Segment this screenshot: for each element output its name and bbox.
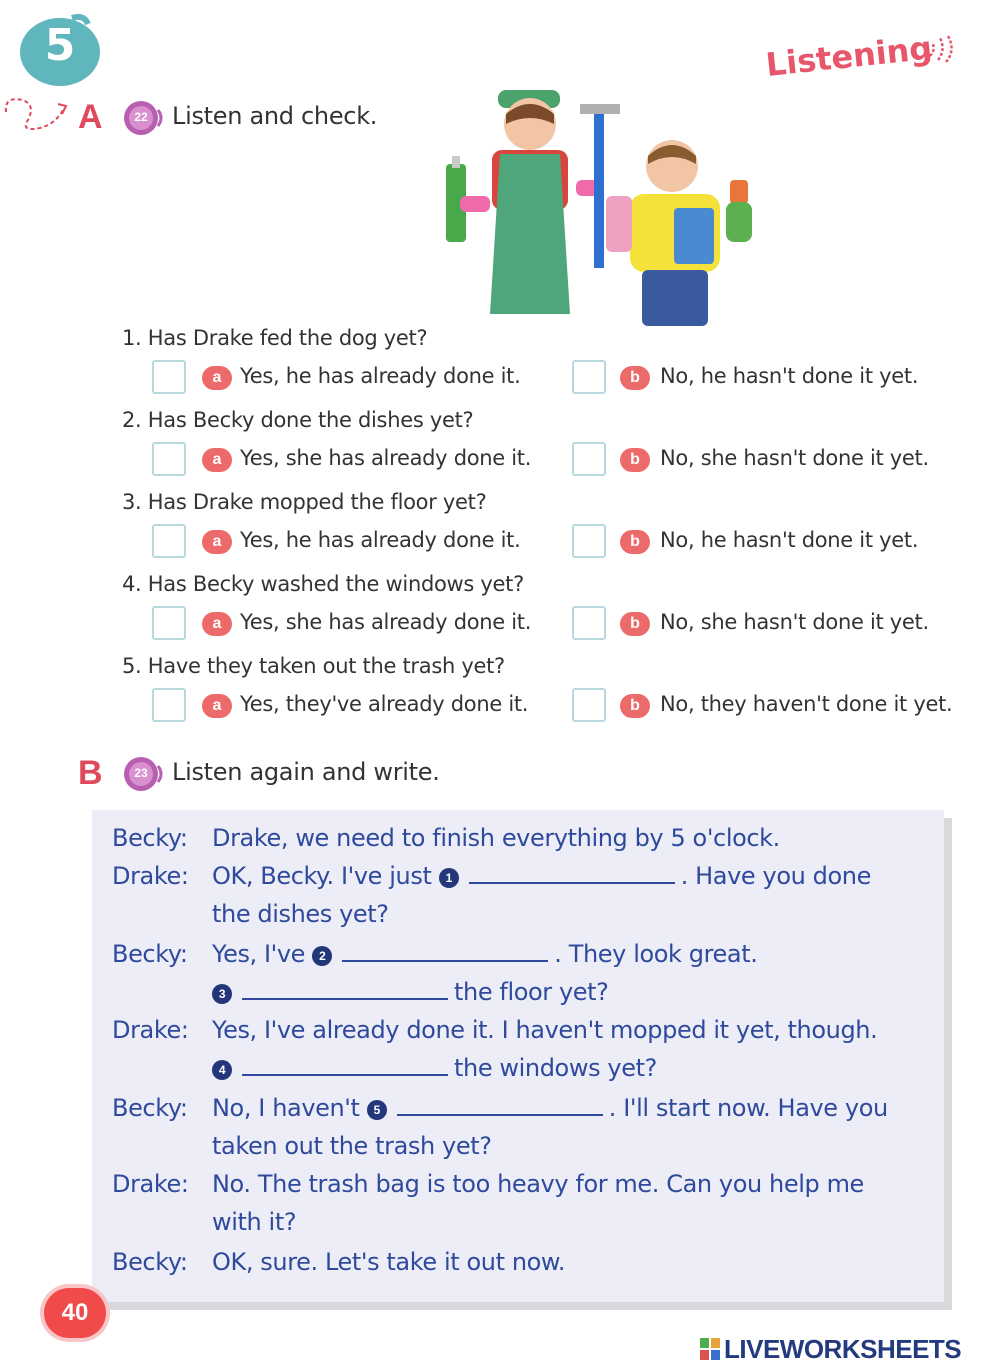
checkbox-q2-a[interactable]	[152, 442, 186, 476]
answer-q1-a: Yes, he has already done it.	[240, 364, 521, 388]
answer-q5-a: Yes, they've already done it.	[240, 692, 529, 716]
dialogue-text: the floor yet?	[454, 978, 609, 1006]
liveworksheets-icon	[700, 1338, 720, 1360]
checkbox-q4-a[interactable]	[152, 606, 186, 640]
blank-4[interactable]	[242, 1054, 448, 1076]
dialogue-text: No, I haven't	[212, 1094, 360, 1122]
dialogue-text: . They look great.	[554, 940, 758, 968]
answer-q2-b: No, she hasn't done it yet.	[660, 446, 929, 470]
section-b-letter: B	[78, 754, 103, 792]
section-a-instruction: Listen and check.	[172, 102, 378, 130]
dialogue-text: . Have you done	[680, 862, 871, 890]
dialogue-text: . I'll start now. Have you	[608, 1094, 888, 1122]
dashed-arrow-icon	[2, 92, 72, 136]
audio-track-icon[interactable]	[122, 754, 166, 794]
dialogue-line-6: Yes, I've already done it. I haven't mopped it yet, though.	[212, 1016, 878, 1044]
checkbox-q3-a[interactable]	[152, 524, 186, 558]
audio-track-icon[interactable]	[122, 98, 166, 138]
question-3: 3. Has Drake mopped the floor yet?	[122, 490, 487, 514]
dialogue-line-10: No. The trash bag is too heavy for me. Can you help me	[212, 1170, 864, 1198]
dialogue-line-8	[212, 1094, 888, 1122]
option-b-badge: b	[620, 612, 650, 636]
option-a-badge: a	[202, 694, 232, 718]
dialogue-text: OK, Becky. I've just	[212, 862, 432, 890]
dialogue-text: Yes, I've	[212, 940, 306, 968]
sound-waves-icon	[926, 34, 956, 66]
answer-q3-b: No, he hasn't done it yet.	[660, 528, 919, 552]
skill-label: Listening	[764, 28, 934, 84]
checkbox-q3-b[interactable]	[572, 524, 606, 558]
blank-number-4: 4	[212, 1060, 232, 1080]
option-b-badge: b	[620, 694, 650, 718]
section-a-letter: A	[78, 98, 103, 136]
unit-number: 5	[44, 20, 76, 71]
checkbox-q1-a[interactable]	[152, 360, 186, 394]
blank-5[interactable]	[397, 1094, 603, 1116]
dialogue-line-9: taken out the trash yet?	[212, 1132, 492, 1160]
answer-q4-a: Yes, she has already done it.	[240, 610, 532, 634]
kids-cleaning-photo	[430, 84, 760, 332]
option-b-badge: b	[620, 448, 650, 472]
answer-q1-b: No, he hasn't done it yet.	[660, 364, 919, 388]
checkbox-q1-b[interactable]	[572, 360, 606, 394]
section-b-instruction: Listen again and write.	[172, 758, 440, 786]
dialogue-speaker: Becky:	[112, 940, 188, 968]
blank-3[interactable]	[242, 978, 448, 1000]
blank-number-1: 1	[439, 868, 459, 888]
blank-2[interactable]	[342, 940, 548, 962]
dialogue-line-2	[212, 862, 871, 890]
option-a-badge: a	[202, 448, 232, 472]
blank-number-3: 3	[212, 984, 232, 1004]
dialogue-speaker: Becky:	[112, 1248, 188, 1276]
dialogue-speaker: Becky:	[112, 824, 188, 852]
blank-number-5: 5	[367, 1100, 387, 1120]
answer-q5-b: No, they haven't done it yet.	[660, 692, 953, 716]
dialogue-line-1: Drake, we need to finish everything by 5 o'clock.	[212, 824, 780, 852]
checkbox-q4-b[interactable]	[572, 606, 606, 640]
dialogue-line-11: with it?	[212, 1208, 297, 1236]
dialogue-speaker: Drake:	[112, 1016, 189, 1044]
dialogue-line-5	[212, 978, 609, 1006]
option-a-badge: a	[202, 612, 232, 636]
checkbox-q2-b[interactable]	[572, 442, 606, 476]
dialogue-speaker: Becky:	[112, 1094, 188, 1122]
question-4: 4. Has Becky washed the windows yet?	[122, 572, 524, 596]
blank-1[interactable]	[469, 862, 675, 884]
dialogue-speaker: Drake:	[112, 862, 189, 890]
option-b-badge: b	[620, 366, 650, 390]
question-1: 1. Has Drake fed the dog yet?	[122, 326, 428, 350]
option-b-badge: b	[620, 530, 650, 554]
dialogue-line-12: OK, sure. Let's take it out now.	[212, 1248, 566, 1276]
answer-q2-a: Yes, she has already done it.	[240, 446, 532, 470]
dialogue-line-3: the dishes yet?	[212, 900, 389, 928]
answer-q3-a: Yes, he has already done it.	[240, 528, 521, 552]
page-number: 40	[44, 1288, 106, 1338]
option-a-badge: a	[202, 530, 232, 554]
answer-q4-b: No, she hasn't done it yet.	[660, 610, 929, 634]
watermark-text: LIVEWORKSHEETS	[724, 1334, 962, 1364]
question-2: 2. Has Becky done the dishes yet?	[122, 408, 474, 432]
dialogue-speaker: Drake:	[112, 1170, 189, 1198]
unit-badge	[18, 12, 102, 88]
dialogue-text: the windows yet?	[454, 1054, 657, 1082]
blank-number-2: 2	[312, 946, 332, 966]
track-number: 23	[134, 766, 148, 780]
checkbox-q5-b[interactable]	[572, 688, 606, 722]
checkbox-q5-a[interactable]	[152, 688, 186, 722]
dialogue-line-4	[212, 940, 757, 968]
track-number: 22	[134, 110, 148, 124]
question-5: 5. Have they taken out the trash yet?	[122, 654, 505, 678]
option-a-badge: a	[202, 366, 232, 390]
dialogue-line-7	[212, 1054, 657, 1082]
